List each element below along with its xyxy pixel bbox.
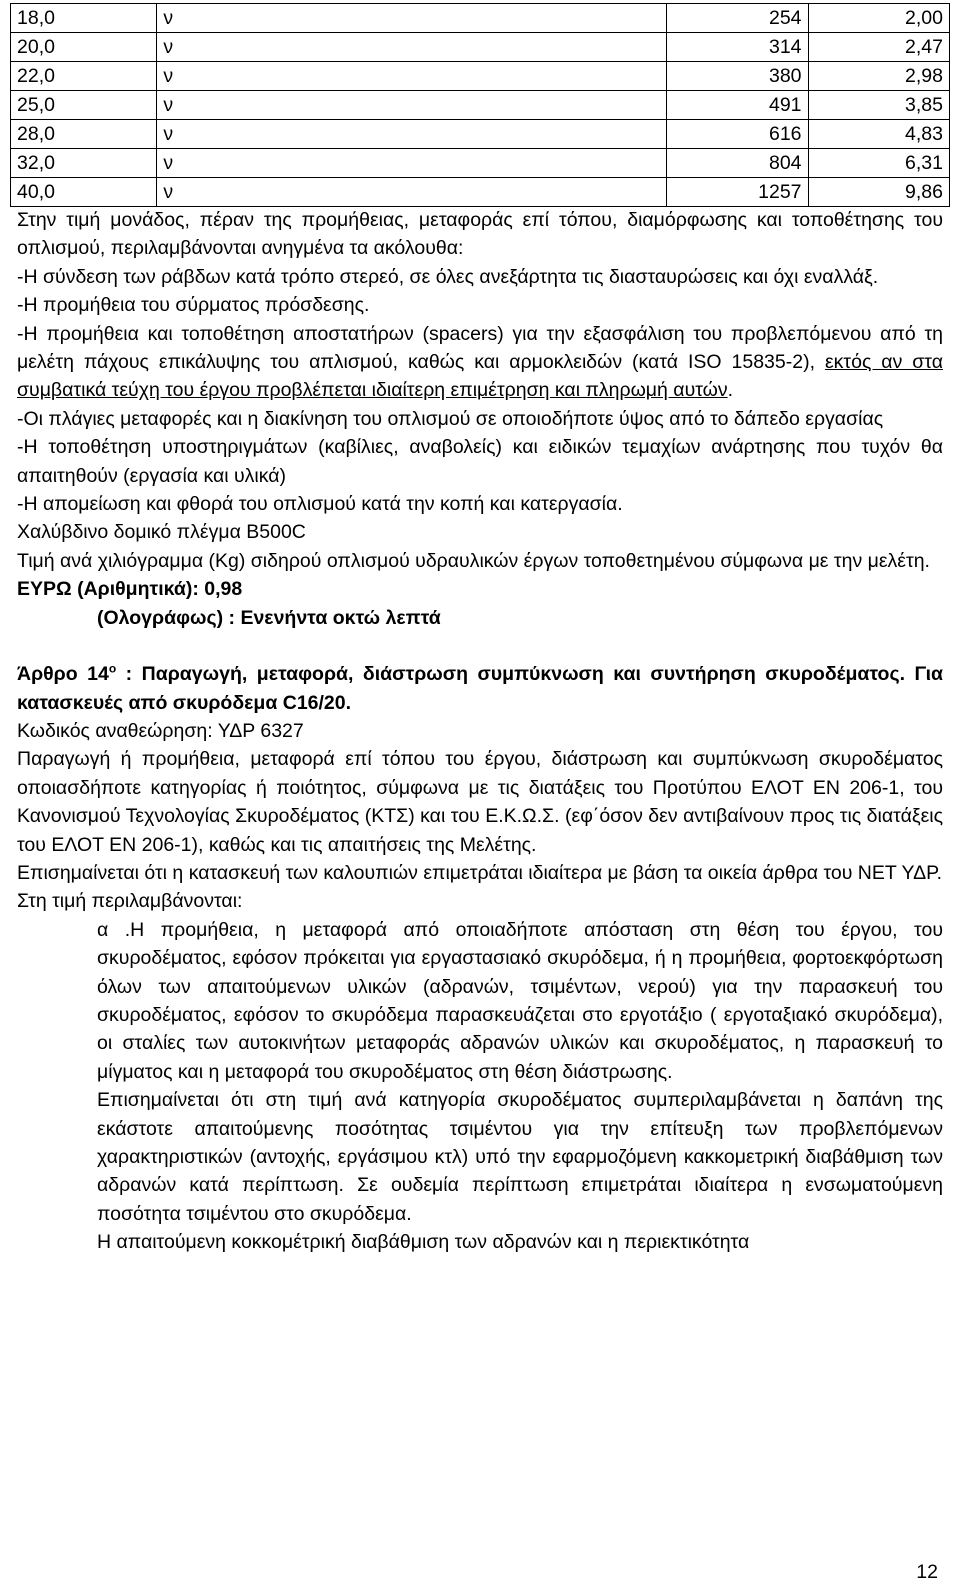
article-heading <box>17 660 943 717</box>
table-cell: 380 <box>667 62 809 91</box>
paragraph-formwork: Επισημαίνεται ότι η κατασκευή των καλουπιών επιμετράται ιδιαίτερα με βάση τα οικεία άρθρα του ΝΕΤ ΥΔΡ. <box>17 861 943 884</box>
table-cell: 9,86 <box>808 178 949 207</box>
page-number: 12 <box>916 1561 938 1583</box>
paragraph-bar-connection: -Η σύνδεση των ράβδων κατά τρόπο στερεό, σε όλες ανεξάρτητα τις διασταυρώσεις και όχι εναλλάξ. <box>17 265 879 288</box>
table-cell: 18,0 <box>11 4 157 33</box>
table-cell: ν <box>157 120 667 149</box>
blank-line <box>17 632 943 660</box>
table-cell: 32,0 <box>11 149 157 178</box>
table-cell: 616 <box>667 120 809 149</box>
article-heading-title: : Παραγωγή, μεταφορά, διάστρωση συμπύκνωση και συντήρηση σκυροδέματος. Για κατασκευές από σκυρόδεμα C16/20. <box>17 663 943 714</box>
table-cell: 1257 <box>667 178 809 207</box>
paragraph-wire-supply: -Η προμήθεια του σύρματος πρόσδεσης. <box>17 294 370 317</box>
paragraph-supports: -Η τοποθέτηση υποστηριγμάτων (καβίλιες, αναβολείς) και ειδικών τεμαχίων ανάρτησης που τυχόν θα απαιτηθούν (εργασία και υλικά) <box>17 436 943 487</box>
table-cell: ν <box>157 33 667 62</box>
table-row <box>11 91 950 120</box>
table-cell: ν <box>157 91 667 120</box>
table-cell: ν <box>157 4 667 33</box>
paragraph-mesh-title: Χαλύβδινο δομικό πλέγμα B500C <box>17 521 306 544</box>
table-cell: 28,0 <box>11 120 157 149</box>
table-cell: 40,0 <box>11 178 157 207</box>
paragraph-price-per-kg: Τιμή ανά χιλιόγραμμα (Kg) σιδηρού οπλισμού υδραυλικών έργων τοποθετημένου σύμφωνα με την μελέτη. <box>17 549 930 572</box>
table-cell: 4,83 <box>808 120 949 149</box>
table-cell: 25,0 <box>11 91 157 120</box>
paragraph-cement: Επισημαίνεται ότι στη τιμή ανά κατηγορία σκυροδέματος συμπεριλαμβάνεται η δαπάνη της εκάστοτε απαιτούμενης ποσότητας τσιμέντου για την επίτευξη των προβλεπόμενων χαρακτηριστικών (αντοχής, εργάσιμου κτλ) υπό την εφαρμοζόμενη κακκομετρική διαβάθμιση των αδρανών κατά περίπτωση. Σε ουδεμία περίπτωση επιμετράται ιδιαίτερα η ενσωματούμενη ποσότητα τσιμέντου στο σκυρόδεμα. <box>97 1089 943 1225</box>
table-cell: 2,98 <box>808 62 949 91</box>
table-cell: 20,0 <box>11 33 157 62</box>
paragraph-item-a: α .Η προμήθεια, η μεταφορά από οποιαδήποτε απόσταση στη θέση του έργου, του σκυροδέματος, εφόσον πρόκειται για εργαστασιακό σκυρόδεμα, ή η προμήθεια, φορτοεκφόρτωση όλων των απαιτούμενων υλικών (αδρανών, τσιμέντων, νερού) για την παρασκευή του σκυροδέματος, εφόσον το σκυρόδεμα παρασκευάζεται στο εργοτάξιο ( εργοταξιακό σκυρόδεμα), οι σταλίες των αυτοκινήτων μεταφοράς αδρανών υλικών και σκυροδέματος, η παρασκευή το μίγματος και η μεταφορά του σκυροδέματος στη θέση διάστρωσης. <box>97 918 943 1083</box>
table-cell: ν <box>157 62 667 91</box>
paragraph-price-includes: Στη τιμή περιλαμβάνονται: <box>17 890 243 913</box>
spacers-end: . <box>727 379 734 402</box>
table-row <box>11 178 950 207</box>
table-cell: 491 <box>667 91 809 120</box>
table-row <box>11 120 950 149</box>
paragraph-production: Παραγωγή ή προμήθεια, μεταφορά επί τόπου του έργου, διάστρωση και συμπύκνωση σκυροδέματος οποιασδήποτε κατηγορίας ή ποιότητος, σύμφωνα με τις διατάξεις του Προτύπου ΕΛΟΤ ΕΝ 206-1, του Κανονισμού Τεχνολογίας Σκυροδέματος (ΚΤΣ) και του Ε.Κ.Ω.Σ. (εφ΄όσον δεν αντιβαίνουν προς τις διατάξεις του ΕΛΟΤ ΕΝ 206-1), καθώς και τις απαιτήσεις της Μελέτης. <box>17 748 943 856</box>
article-heading-number: Άρθρο 14 <box>17 663 109 686</box>
rebar-weight-table <box>10 3 950 207</box>
table-cell: 6,31 <box>808 149 949 178</box>
price-in-words: (Ολογράφως) : Ενενήντα οκτώ λεπτά <box>97 606 441 629</box>
table-cell: 3,85 <box>808 91 949 120</box>
price-numeric: ΕΥΡΩ (Αριθμητικά): 0,98 <box>17 578 243 601</box>
table-row <box>11 4 950 33</box>
table-row <box>11 149 950 178</box>
table-cell: 314 <box>667 33 809 62</box>
spacers-text: -Η προμήθεια και τοποθέτηση αποστατήρων (spacers) για την εξασφάλιση του προβλεπόμενου από τη μελέτη πάχους επικάλυψης του απλισμού, καθώς και αρμοκλειδών (κατά ISO 15835-2), <box>17 322 943 374</box>
table-cell: 254 <box>667 4 809 33</box>
table-cell: ν <box>157 178 667 207</box>
article-heading-superscript: ο <box>108 661 117 676</box>
table-cell: ν <box>157 149 667 178</box>
table-cell: 2,00 <box>808 4 949 33</box>
revision-code: Κωδικός αναθεώρηση: ΥΔΡ 6327 <box>17 719 304 742</box>
spacers-underlined-text: εκτός αν στα συμβατικά τεύχη του έργου προβλέπεται ιδιαίτερη επιμέτρηση και πληρωμή αυτών <box>17 351 943 402</box>
table-cell: 22,0 <box>11 62 157 91</box>
paragraph-waste: -Η απομείωση και φθορά του οπλισμού κατά την κοπή και κατεργασία. <box>17 493 623 516</box>
table-row <box>11 62 950 91</box>
document-body <box>17 206 943 1257</box>
paragraph-unit-price: Στην τιμή μονάδος, πέραν της προμήθειας, μεταφοράς επί τόπου, διαμόρφωσης και τοποθέτησης του οπλισμού, περιλαμβάνονται ανηγμένα τα ακόλουθα: <box>17 209 943 260</box>
paragraph-lateral-transport: -Οι πλάγιες μεταφορές και η διακίνηση του οπλισμού σε οποιοδήποτε ύψος από το δάπεδο εργασίας <box>17 407 884 430</box>
paragraph-grading: Η απαιτούμενη κοκκομέτρική διαβάθμιση των αδρανών και η περιεκτικότητα <box>97 1231 750 1254</box>
table-row <box>11 33 950 62</box>
table-cell: 2,47 <box>808 33 949 62</box>
paragraph-spacers <box>17 320 943 405</box>
table-cell: 804 <box>667 149 809 178</box>
